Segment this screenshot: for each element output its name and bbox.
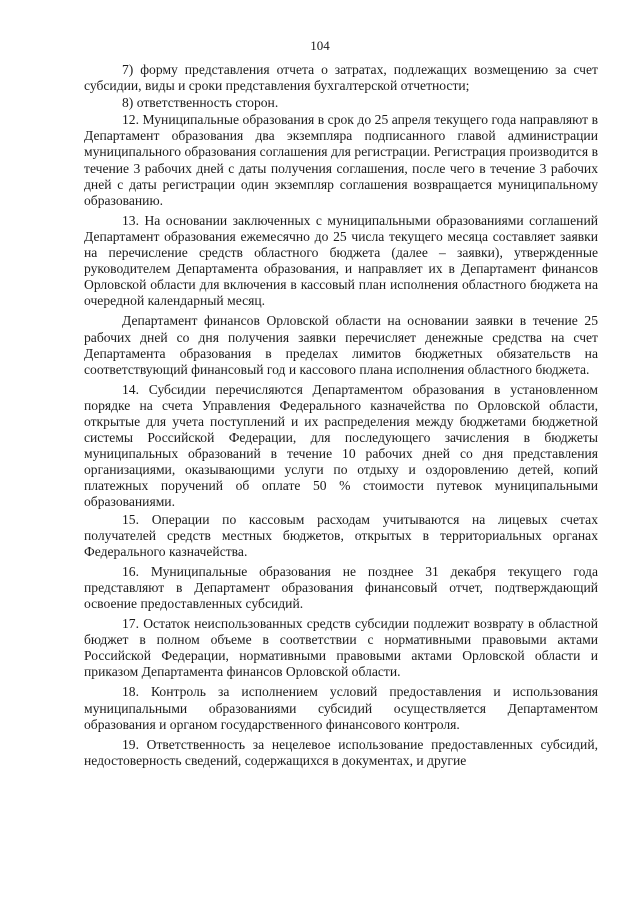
paragraph: Департамент финансов Орловской области на основании заявки в течение 25 рабочих дней со дня получения заявки перечисляет денежные средства на счет Департамента образования в пределах лимитов бюджетных обязательств на соответствующий финансовый год и кассового плана исполнения областного бюджета.	[84, 313, 598, 377]
paragraph: 12. Муниципальные образования в срок до 25 апреля текущего года направляют в Департамент образования два экземпляра подписанного главой администрации муниципального образования соглашения для регистрации. Регистрация производится в течение 3 рабочих дней с даты получения соглашения, после чего в течение 3 рабочих дней с даты регистрации один экземпляр соглашения возвращается муниципальному образованию.	[84, 112, 598, 208]
paragraph: 15. Операции по кассовым расходам учитываются на лицевых счетах получателей средств местных бюджетов, открытых в территориальных органах Федерального казначейства.	[84, 511, 598, 559]
document-body	[84, 62, 598, 773]
paragraph: 13. На основании заключенных с муниципальными образованиями соглашений Департамент образования ежемесячно до 25 числа текущего месяца составляет заявки на перечисление средств областного бюджета (далее – заявки), утвержденные руководителем Департамента образования, и направляет их в Департамент финансов Орловской области для включения в кассовый план исполнения областного бюджета на очередной календарный месяц.	[84, 212, 598, 309]
page-number: 104	[310, 38, 330, 53]
paragraph: 18. Контроль за исполнением условий предоставления и использования муниципальными образованиями субсидий осуществляется Департаментом образования и органом государственного финансового контроля.	[84, 684, 598, 732]
paragraph: 8) ответственность сторон.	[122, 95, 279, 111]
paragraph: 16. Муниципальные образования не позднее 31 декабря текущего года представляют в Департамент образования финансовый отчет, подтверждающий освоение предоставленных субсидий.	[84, 563, 598, 611]
paragraph: 19. Ответственность за нецелевое использование предоставленных субсидий, недостоверность сведений, содержащихся в документах, и другие	[84, 736, 598, 768]
paragraph: 14. Субсидии перечисляются Департаментом образования в установленном порядке на счета Управления Федерального казначейства по Орловской области, открытые для учета поступлений и их распределения между бюджетами бюджетной системы Российской Федерации, для последующего зачисления в бюджеты муниципальных образований в течение 10 рабочих дней со дня представления организациями, оказывающими услуги по отдыху и оздоровлению детей, копий платежных поручений об оплате 50 % стоимости путевок муниципальными образованиями.	[84, 381, 598, 510]
paragraph: 17. Остаток неиспользованных средств субсидии подлежит возврату в областной бюджет в полном объеме в соответствии с нормативными правовыми актами Российской Федерации, нормативными правовыми актами Орловской области и приказом Департамента финансов Орловской области.	[84, 616, 598, 680]
paragraph: 7) форму представления отчета о затратах, подлежащих возмещению за счет субсидии, виды и сроки представления бухгалтерской отчетности;	[84, 62, 598, 94]
